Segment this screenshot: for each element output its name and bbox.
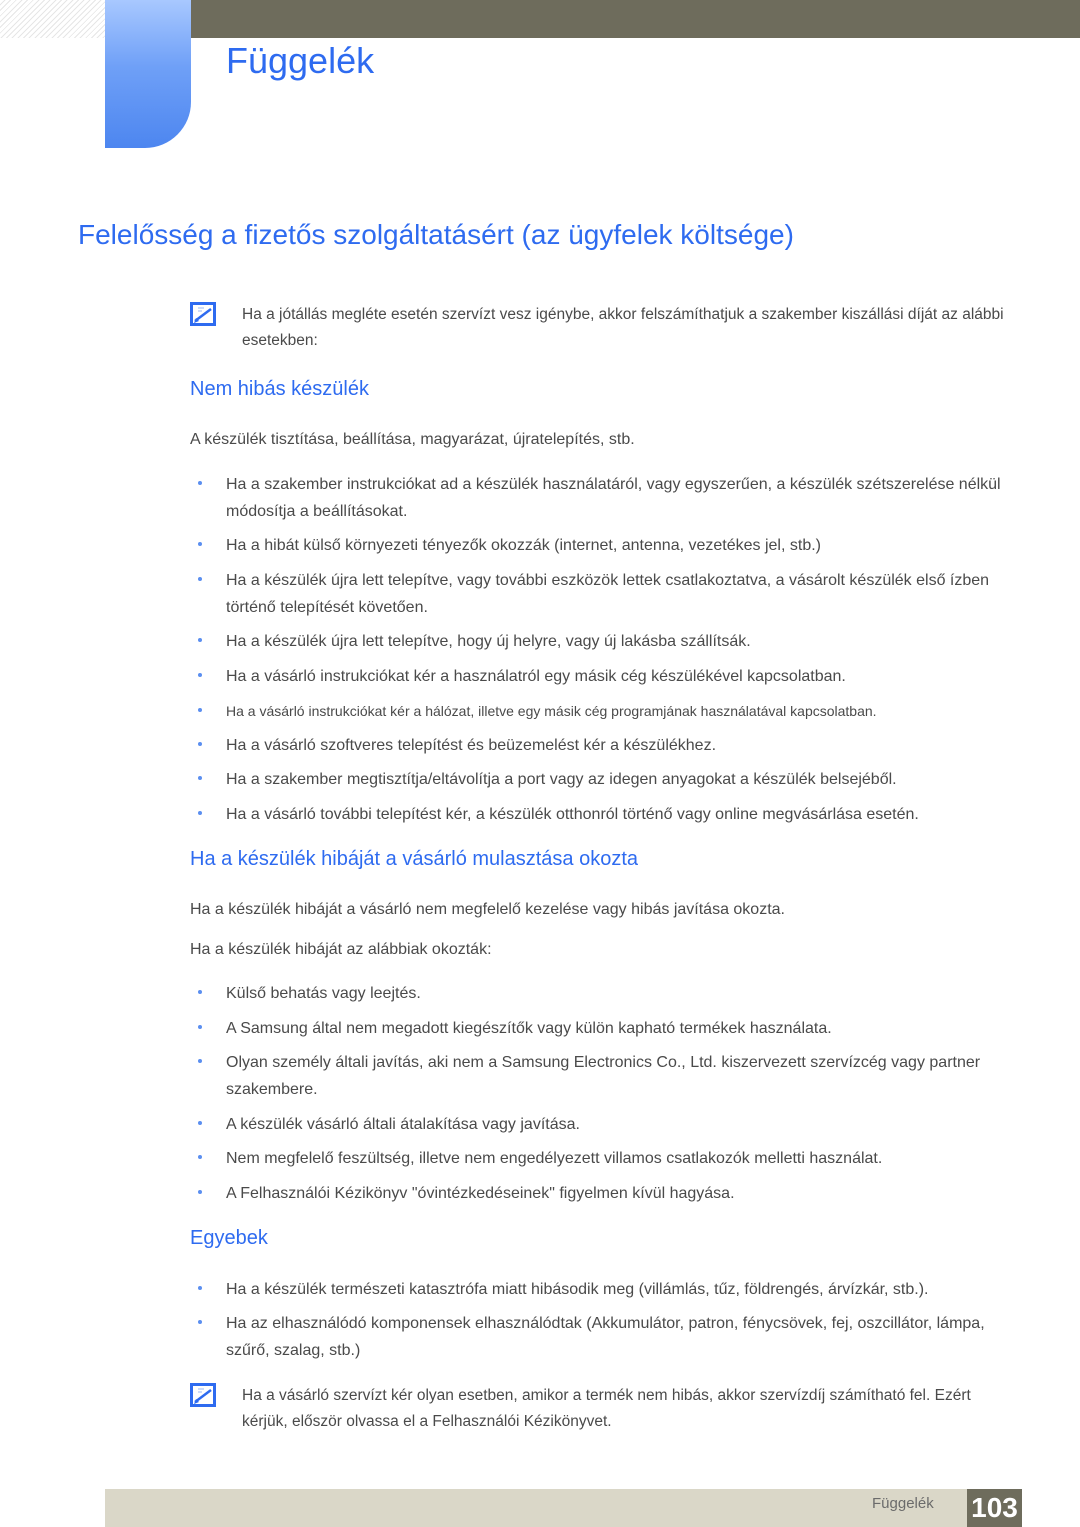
footer-chapter-label: Függelék [872,1495,934,1512]
vasarlo-hiba-para2: Ha a készülék hibáját az alábbiak okozták: [190,941,492,958]
list-item: Ha a vásárló további telepítést kér, a készülék otthonról történő vagy online megvásárlása esetén. [190,801,1010,828]
list-item: Olyan személy általi javítás, aki nem a Samsung Electronics Co., Ltd. kiszervezett szervízcég vagy partner szakembere. [190,1049,1010,1103]
list-item: Nem megfelelő feszültség, illetve nem engedélyezett villamos csatlakozók melletti használat. [190,1145,1010,1172]
list-item: A Felhasználói Kézikönyv "óvintézkedéseinek" figyelmen kívül hagyása. [190,1180,1010,1207]
list-item: Ha a hibát külső környezeti tényezők okozzák (internet, antenna, vezetékes jel, stb.) [190,532,1010,559]
nem-hibas-intro: A készülék tisztítása, beállítása, magyarázat, újratelepítés, stb. [190,431,635,448]
list-item: Ha a vásárló instrukciókat kér a használatról egy másik cég készülékével kapcsolatban. [190,663,1010,690]
bullet-dot-icon [198,577,202,581]
bullet-dot-icon [198,1190,202,1194]
list-item: Ha a vásárló szoftveres telepítést és beüzemelést kér a készülékhez. [190,732,1010,759]
list-item: Ha a készülék természeti katasztrófa miatt hibásodik meg (villámlás, tűz, földrengés, árvízkár, stb.). [190,1276,1010,1303]
bullet-dot-icon [198,990,202,994]
intro-note-text: Ha a jótállás megléte esetén szervízt vesz igénybe, akkor felszámíthatjuk a szakember kiszállási díját az alábbi esetekben: [242,306,1004,349]
bullet-dot-icon [198,673,202,677]
bullet-dot-icon [198,811,202,815]
bullet-dot-icon [198,1059,202,1063]
bullet-dot-icon [198,1025,202,1029]
list-item: Ha az elhasználódó komponensek elhasználódtak (Akkumulátor, patron, fénycsövek, fej, oszcillátor, lámpa, szűrő, szalag, stb.) [190,1310,1010,1364]
subheading-nem-hibas: Nem hibás készülék [190,378,369,400]
bullet-dot-icon [198,1286,202,1290]
chapter-tab-decoration [105,0,191,148]
bullet-dot-icon [198,542,202,546]
list-item: Ha a vásárló instrukciókat kér a hálózat, illetve egy másik cég programjának használatával kapcsolatban. [190,698,1010,725]
bullet-dot-icon [198,638,202,642]
bullet-dot-icon [198,776,202,780]
chapter-title: Függelék [226,40,375,81]
bullet-dot-icon [198,1121,202,1125]
service-fee-note-text: Ha a vásárló szervízt kér olyan esetben, amikor a termék nem hibás, akkor szervízdíj számítható fel. Ezért kérjük, először olvassa el a Felhasználói Kézikönyvet. [242,1387,971,1430]
page-number: 103 [967,1489,1022,1527]
list-item: A Samsung által nem megadott kiegészítők vagy külön kapható termékek használata. [190,1015,1010,1042]
note-pencil-icon [190,1383,216,1407]
note-pencil-icon [190,302,216,326]
list-item: Ha a készülék újra lett telepítve, vagy további eszközök lettek csatlakoztatva, a vásárolt készülék első ízben történő telepítését követően. [190,567,1010,621]
bullet-dot-icon [198,1320,202,1324]
bullet-dot-icon [198,708,202,712]
bullet-dot-icon [198,742,202,746]
list-item: Ha a készülék újra lett telepítve, hogy új helyre, vagy új lakásba szállítsák. [190,628,1010,655]
section-title: Felelősség a fizetős szolgáltatásért (az ügyfelek költsége) [78,219,794,250]
list-item: A készülék vásárló általi átalakítása vagy javítása. [190,1111,1010,1138]
subheading-egyebek: Egyebek [190,1227,268,1249]
bullet-dot-icon [198,481,202,485]
header-hatch-decoration [0,0,105,38]
header-bar [190,0,1080,38]
subheading-vasarlo-hiba: Ha a készülék hibáját a vásárló mulasztása okozta [190,848,639,870]
list-item: Ha a szakember megtisztítja/eltávolítja a port vagy az idegen anyagokat a készülék belsejéből. [190,766,1010,793]
footer-band [105,1489,967,1527]
bullet-dot-icon [198,1155,202,1159]
list-item: Ha a szakember instrukciókat ad a készülék használatáról, vagy egyszerűen, a készülék szétszerelése nélkül módosítja a beállításokat. [190,471,1010,525]
list-item: Külső behatás vagy leejtés. [190,980,1010,1007]
vasarlo-hiba-para1: Ha a készülék hibáját a vásárló nem megfelelő kezelése vagy hibás javítása okozta. [190,901,785,918]
